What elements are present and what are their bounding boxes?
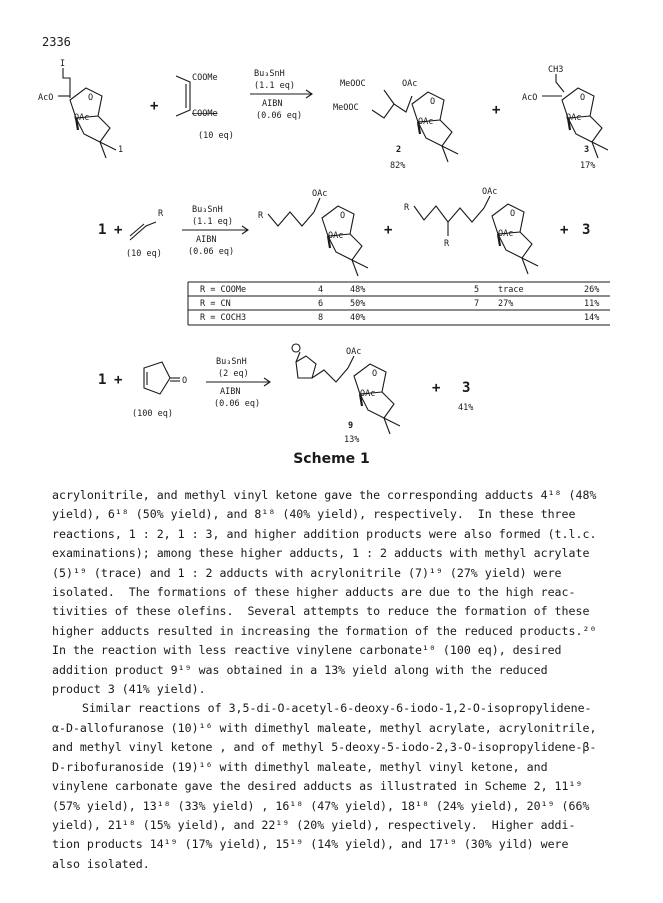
compound-2-number: 2 — [396, 145, 402, 155]
body-text — [52, 486, 618, 874]
yield-table — [188, 282, 610, 325]
vinylene-carbonate — [132, 362, 187, 419]
compound-1-number: 1 — [118, 145, 124, 155]
adduct-ring-o: O — [340, 211, 346, 221]
dimethyl-maleate — [176, 73, 234, 141]
table-row-c1: 8 — [318, 313, 324, 323]
reaction-1 — [38, 59, 608, 171]
body-line: examinations); among these higher adducts, 1 : 2 adducts with methyl acrylate — [52, 546, 590, 561]
sm-1-label: 1 — [98, 372, 107, 388]
page-number: 2336 — [42, 35, 71, 49]
product3-aco-label: AcO — [522, 93, 538, 103]
table-row-c1: 4 — [318, 285, 324, 295]
meooc-1-label: MeOOC — [340, 79, 366, 89]
initiator-label: AIBN — [262, 99, 283, 109]
table-row-c2: 7 — [474, 299, 480, 309]
table-row-y3: 26% — [584, 285, 600, 295]
body-line: D-ribofuranoside (19)¹⁶ with dimethyl maleate, methyl vinyl ketone, and — [52, 759, 548, 774]
reagent-label: Bu₃SnH — [192, 205, 223, 215]
initiator-eq: (0.06 eq) — [214, 399, 261, 409]
compound-9-number: 9 — [348, 421, 354, 431]
table-row-r: R = CN — [200, 299, 231, 309]
compound-9-yield: 13% — [344, 435, 360, 445]
compound-9-structure — [292, 344, 400, 445]
body-line: also isolated. — [52, 856, 150, 871]
initiator-eq: (0.06 eq) — [188, 247, 235, 257]
body-line: tivities of these olefins. Several attempts to reduce the formation of these — [52, 604, 590, 619]
product9-ring-o: O — [372, 369, 378, 379]
olefin-top-label: COOMe — [192, 73, 218, 83]
initiator-label: AIBN — [220, 387, 241, 397]
body-line: reactions, 1 : 2, 1 : 3, and higher addition products were also formed (t.l.c. — [52, 526, 597, 541]
adduct2-r-sub: R — [444, 239, 450, 249]
body-line: In the reaction with less reactive vinylene carbonate¹⁰ (100 eq), desired — [52, 643, 562, 658]
adduct2-oac: OAc — [482, 187, 498, 197]
meooc-2-label: MeOOC — [333, 103, 359, 113]
iodo-label: I — [60, 59, 66, 69]
table-row-y1: 50% — [350, 299, 366, 309]
adduct-inner-oac: OAc — [328, 231, 344, 241]
olefin-eq: (10 eq) — [198, 131, 234, 141]
reagent-label: Bu₃SnH — [216, 357, 247, 367]
body-line: α-D-allofuranose (10)¹⁶ with dimethyl maleate, methyl acrylate, acrylonitrile, — [52, 720, 597, 735]
table-row-r: R = COOMe — [200, 285, 247, 295]
carbonyl-o: O — [182, 376, 188, 386]
table-row-y1: 40% — [350, 313, 366, 323]
plus-sign: + — [114, 372, 123, 388]
product2-inner-oac: OAc — [418, 117, 434, 127]
plus-sign: + — [384, 222, 393, 238]
table-row-c2: 5 — [474, 285, 480, 295]
body-line: isolated. The formations of these higher adducts are due to the high reac- — [52, 585, 576, 600]
compound-3-yield: 17% — [580, 161, 596, 171]
adduct2-r-label: R — [404, 203, 410, 213]
product3-ring-o: O — [580, 93, 586, 103]
body-line: product 3 (41% yield). — [52, 682, 206, 697]
reaction-2 — [98, 187, 590, 276]
product9-oac: OAc — [346, 347, 362, 357]
plus-sign: + — [150, 98, 159, 114]
body-line: yield), 21¹⁸ (15% yield), and 22¹⁹ (20% yield), respectively. Higher addi- — [52, 817, 576, 832]
table-row-r: R = COCH3 — [200, 313, 247, 323]
product-3-label: 3 — [582, 222, 591, 238]
table-row-y3: 14% — [584, 313, 600, 323]
initiator-label: AIBN — [196, 235, 217, 245]
reagent-eq: (2 eq) — [218, 369, 249, 379]
table-row-c1: 6 — [318, 299, 324, 309]
body-line: higher adducts resulted in increasing the formation of the reduced products.²⁰ — [52, 623, 597, 638]
plus-sign: + — [432, 380, 441, 396]
product9-inner-oac: OAc — [360, 389, 376, 399]
body-line: and methyl vinyl ketone , and of methyl 5-deoxy-5-iodo-2,3-O-isopropylidene-β- — [52, 740, 597, 755]
reagent-label: Bu₃SnH — [254, 69, 285, 79]
product2-oac-label: OAc — [402, 79, 418, 89]
compound-2-yield: 82% — [390, 161, 406, 171]
olefin-eq: (100 eq) — [132, 409, 173, 419]
adduct2-inner-oac: OAc — [498, 229, 514, 239]
scheme-caption: Scheme 1 — [293, 451, 370, 467]
sm-1-label: 1 — [98, 222, 107, 238]
plus-sign: + — [492, 102, 501, 118]
plus-sign: + — [560, 222, 569, 238]
olefin-bottom-label: COOMe — [192, 109, 218, 119]
plus-sign: + — [114, 222, 123, 238]
reagent-eq: (1.1 eq) — [254, 81, 295, 91]
reagent-eq: (1.1 eq) — [192, 217, 233, 227]
reaction-arrow-1 — [250, 69, 312, 121]
oac-label: OAc — [74, 113, 90, 123]
aco-label: AcO — [38, 93, 54, 103]
scheme-1-figure — [0, 0, 663, 450]
compound-3-number: 3 — [462, 380, 471, 396]
compound-3-structure — [522, 65, 608, 171]
ch3-label: CH3 — [548, 65, 564, 75]
body-line: tion products 14¹⁹ (17% yield), 15¹⁹ (14% yield), and 17¹⁹ (30% yild) were — [52, 837, 569, 852]
table-row-y2: trace — [498, 285, 524, 295]
product2-ring-o: O — [430, 97, 436, 107]
compound-3-number: 3 — [584, 145, 590, 155]
body-line: addition product 9¹⁹ was obtained in a 13% yield along with the reduced — [52, 662, 548, 677]
table-row-y3: 11% — [584, 299, 600, 309]
adduct2-ring-o: O — [510, 209, 516, 219]
table-row-y2: 27% — [498, 299, 514, 309]
body-line: (5)¹⁹ (trace) and 1 : 2 adducts with acrylonitrile (7)¹⁹ (27% yield) were — [52, 565, 562, 580]
table-row-y1: 48% — [350, 285, 366, 295]
body-line: (57% yield), 13¹⁸ (33% yield) , 16¹⁸ (47% yield), 18¹⁸ (24% yield), 20¹⁹ (66% — [52, 798, 590, 813]
body-line: Similar reactions of 3,5-di-O-acetyl-6-deoxy-6-iodo-1,2-O-isopropylidene- — [82, 701, 592, 716]
initiator-eq: (0.06 eq) — [256, 111, 303, 121]
adduct-r-label: R — [258, 211, 264, 221]
r-label: R — [158, 209, 164, 219]
body-line: acrylonitrile, and methyl vinyl ketone gave the corresponding adducts 4¹⁸ (48% — [52, 488, 597, 502]
reaction-3 — [98, 344, 473, 445]
compound-3-yield: 41% — [458, 403, 474, 413]
compound-2-structure — [333, 79, 458, 171]
product3-oac: OAc — [566, 113, 582, 123]
body-line: yield), 6¹⁸ (50% yield), and 8¹⁸ (40% yield), respectively. In these three — [52, 507, 576, 522]
compound-1-structure — [38, 59, 123, 158]
body-line: vinylene carbonate gave the desired adducts as illustrated in Scheme 2, 11¹⁹ — [52, 779, 583, 794]
adduct-oac: OAc — [312, 189, 328, 199]
olefin-eq: (10 eq) — [126, 249, 162, 259]
ring-o-label: O — [88, 93, 94, 103]
